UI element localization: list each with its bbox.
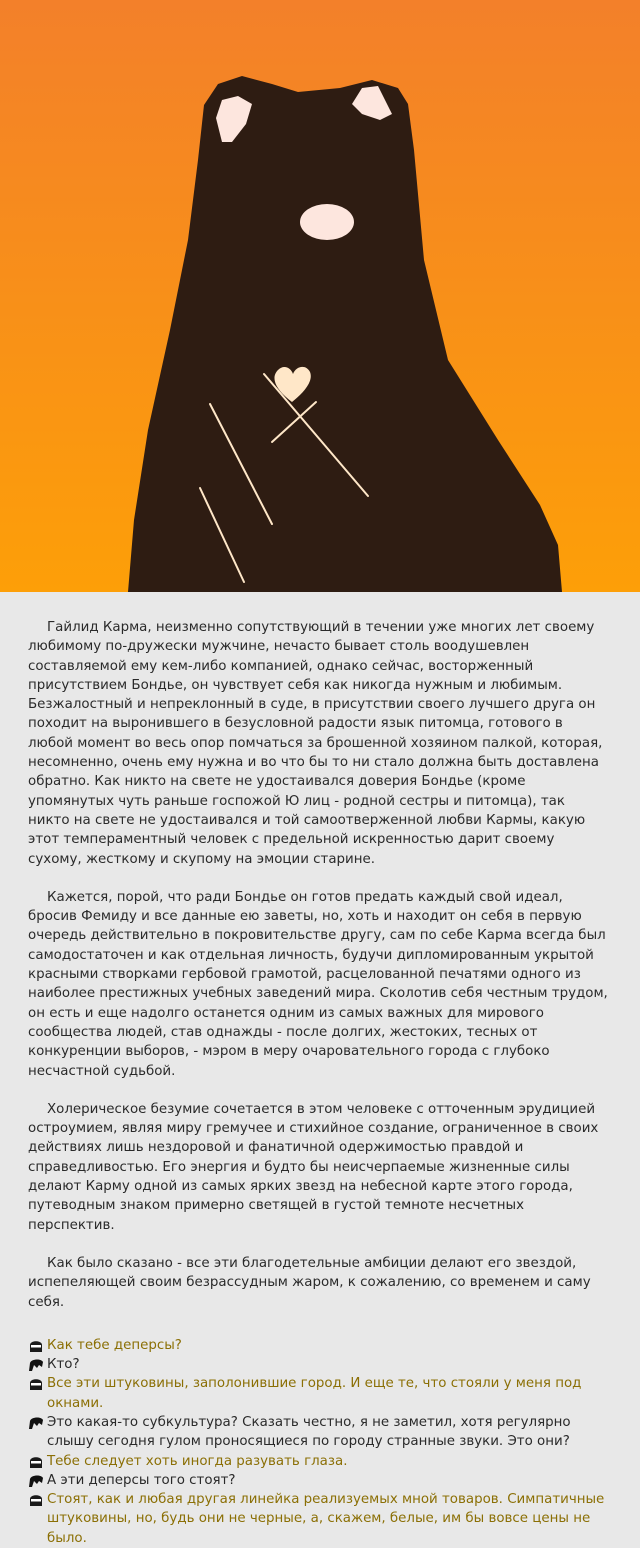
- dialogue-text: А эти деперсы того стоят?: [47, 1472, 236, 1488]
- dialogue-text: Стоят, как и любая другая линейка реализуемых мной товаров. Симпатичные штуковины, но, будь они не черные, а, скажем, белые, им бы вовсе цены не было.: [47, 1492, 605, 1546]
- paragraph: Холерическое безумие сочетается в этом человеке с отточенным эрудицией остроумием, являя миру гремучее и стихийное создание, ограниченное в своих действиях лишь нездоровой и фанатичной одержимостью правдой и справедливостью. Его энергия и будто бы неисчерпаемые жизненные силы делают Карму одной из самых ярких звезд на небесной карте этого города, путеводным знаком примерно светящей в густой темноте несчетных перспектив.: [28, 1101, 599, 1233]
- dialogue-text: Как тебе деперсы?: [47, 1337, 182, 1353]
- dark-hair-avatar-icon: [28, 1474, 44, 1488]
- sunglasses-avatar-icon: [28, 1339, 44, 1353]
- sunglasses-avatar-icon: [28, 1493, 44, 1507]
- sunglasses-avatar-icon: [28, 1455, 44, 1469]
- dialogue-text: Тебе следует хоть иногда разувать глаза.: [47, 1453, 348, 1469]
- sunglasses-avatar-icon: [28, 1377, 44, 1391]
- dialogue-line: [28, 1374, 608, 1413]
- dark-hair-avatar-icon: [28, 1358, 44, 1372]
- article-body: [0, 592, 640, 1548]
- dialogue-line: [28, 1471, 608, 1490]
- dialogue-line: [28, 1413, 608, 1452]
- dialogue: [28, 1336, 608, 1548]
- dialogue-line: [28, 1490, 608, 1548]
- dialogue-text: Это какая-то субкультура? Сказать честно, я не заметил, хотя регулярно слышу сегодня гулом проносящиеся по городу странные звуки. Это они?: [47, 1414, 571, 1450]
- paragraph: Кажется, порой, что ради Бондье он готов предать каждый свой идеал, бросив Фемиду и все данные ею заветы, но, хоть и находит он себя в первую очередь действительно в покровительстве другу, сам по себе Карма всегда был самодостаточен и как отдельная личность, будучи дипломированным укрытой красными створками гербовой грамотой, расцелованной печатями одного из наиболее престижных учебных заведений мира. Сколотив себя честным трудом, он есть и еще надолго останется одним из самых важных для мирового сообщества людей, став однажды - после долгих, жестоких, тесных от конкуренции выборов, - мэром в меру очаровательного города с глубоко несчастной судьбой.: [28, 889, 608, 1079]
- dialogue-line: [28, 1336, 608, 1355]
- dialogue-line: [28, 1452, 608, 1471]
- dialogue-text: Все эти штуковины, заполонившие город. И еще те, что стояли у меня под окнами.: [47, 1376, 582, 1411]
- dark-hair-avatar-icon: [28, 1416, 44, 1430]
- paragraph: Как было сказано - все эти благодетельные амбиции делают его звездой, испепеляющей своим безрассудным жаром, к сожалению, со временем и саму себя.: [28, 1255, 591, 1310]
- dialogue-line: [28, 1355, 608, 1374]
- hero-illustration: [0, 0, 640, 592]
- snout-icon: [300, 204, 354, 240]
- paragraph: Гайлид Карма, неизменно сопутствующий в течении уже многих лет своему любимому по-дружески мужчине, нечасто бывает столь воодушевлен составляемой ему кем-либо компанией, однако сейчас, восторженный присутствием Бондье, он чувствует себя как никогда нужным и любимым. Безжалостный и непреклонный в суде, в присутствии своего лучшего друга он походит на выронившего в безусловной радости язык питомца, готового в любой момент во весь опор помчаться за брошенной хозяином палкой, которая, несомненно, очень ему нужна и во что бы то ни стало должна быть доставлена обратно. Как никто на свете не удостаивался доверия Бондье (кроме упомянутых чуть раньше госпожой Ю лиц - родной сестры и питомца), так никто на свете не удостаивался и той самоотверженной любви Кармы, какую этот темпераментный человек с предельной искренностью дарит своему сухому, жесткому и скупому на эмоции старине.: [28, 620, 603, 867]
- dialogue-text: Кто?: [47, 1357, 80, 1373]
